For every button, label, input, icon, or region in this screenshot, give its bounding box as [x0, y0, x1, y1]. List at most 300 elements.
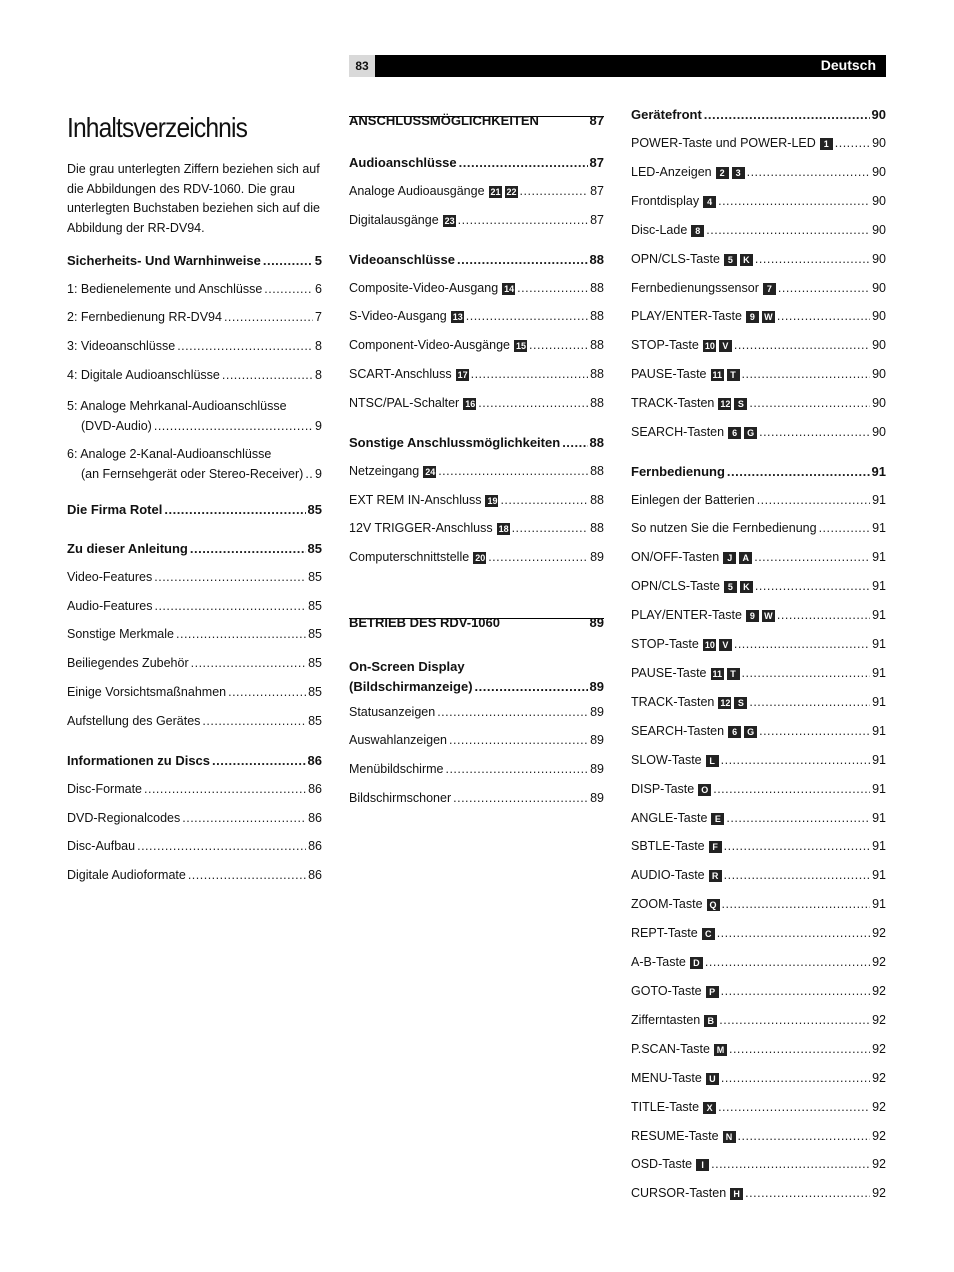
leader-dots	[719, 1013, 870, 1027]
leader-dots	[721, 1071, 870, 1085]
leader-dots	[154, 417, 313, 437]
leader-dots	[305, 465, 313, 485]
reference-badge: G	[744, 726, 757, 738]
toc-entry	[67, 397, 322, 436]
toc-entry-label: Video-Features	[67, 570, 153, 584]
toc-entry-label: TRACK-Tasten	[631, 396, 715, 410]
toc-entry-page: 86	[307, 753, 322, 768]
toc-entry-label: Computerschnittstelle	[349, 550, 470, 564]
leader-dots	[777, 608, 870, 622]
leader-dots	[164, 502, 305, 517]
toc-entry-label: STOP-Taste	[631, 637, 699, 651]
toc-entry-label: Audioanschlüsse	[349, 155, 457, 170]
toc-entry-label: Beiliegendes Zubehör	[67, 656, 189, 670]
reference-badge: H	[730, 1188, 743, 1200]
toc-entry	[349, 762, 604, 776]
leader-dots	[475, 677, 588, 697]
reference-badge: S	[734, 697, 747, 709]
toc-entry-page: 87	[589, 155, 604, 170]
leader-dots	[263, 253, 313, 268]
toc-entry	[631, 396, 886, 410]
toc-entry	[631, 1157, 886, 1171]
toc-entry-label: Analoge Audioausgänge	[349, 184, 485, 198]
leader-dots	[228, 685, 306, 699]
reference-badge: W	[762, 311, 775, 323]
leader-dots	[562, 435, 587, 450]
toc-entry-page: 92	[872, 926, 886, 940]
toc-entry-page: 9	[315, 418, 322, 433]
leader-dots	[212, 753, 306, 768]
reference-badge: E	[711, 813, 724, 825]
leader-dots	[749, 695, 870, 709]
toc-entry-page: 90	[872, 223, 886, 237]
toc-entry-page: 92	[872, 1042, 886, 1056]
toc-entry-page: 89	[590, 791, 604, 805]
leader-dots	[154, 570, 306, 584]
toc-entry-page: 91	[872, 868, 886, 882]
reference-badge: T	[727, 369, 740, 381]
toc-entry	[631, 897, 886, 911]
toc-entry-label: MENU-Taste	[631, 1071, 702, 1085]
leader-dots	[458, 213, 588, 227]
reference-badge: L	[706, 755, 719, 767]
leader-dots	[742, 666, 871, 680]
toc-entry	[631, 955, 886, 969]
toc-entry-label: Die Firma Rotel	[67, 502, 163, 517]
reference-badge: 8	[691, 225, 704, 237]
toc-entry-label: PAUSE-Taste	[631, 666, 707, 680]
toc-entry	[631, 1071, 886, 1085]
toc-entry-label: STOP-Taste	[631, 338, 699, 352]
toc-entry	[631, 1100, 886, 1114]
leader-dots	[759, 724, 870, 738]
leader-dots	[722, 897, 871, 911]
leader-dots	[437, 705, 588, 719]
toc-entry-page: 91	[872, 521, 886, 535]
leader-dots	[222, 368, 313, 382]
toc-entry-page: 8	[315, 368, 322, 382]
toc-entry-page: 89	[589, 615, 604, 630]
leader-dots	[471, 367, 589, 381]
toc-entry-page: 91	[872, 695, 886, 709]
toc-entry-page: 88	[590, 464, 604, 478]
toc-entry-label: DVD-Regionalcodes	[67, 811, 181, 825]
toc-entry-label: Informationen zu Discs	[67, 753, 211, 768]
toc-entry-label: 6: Analoge 2-Kanal-Audioanschlüsse	[67, 447, 272, 461]
toc-entry	[349, 155, 604, 170]
toc-entry-page: 86	[308, 839, 322, 853]
toc-entry	[631, 1042, 886, 1056]
toc-entry	[349, 705, 604, 719]
toc-entry	[631, 309, 886, 323]
toc-entry	[631, 136, 886, 150]
leader-dots	[438, 464, 588, 478]
toc-entry-label: Auswahlanzeigen	[349, 733, 447, 747]
reference-badge: 2	[716, 167, 729, 179]
leader-dots	[734, 637, 870, 651]
reference-badge: W	[762, 610, 775, 622]
toc-entry-label: PAUSE-Taste	[631, 367, 707, 381]
toc-entry	[631, 811, 886, 825]
toc-entry-label: Fernbedienung	[631, 464, 725, 479]
toc-entry	[631, 926, 886, 940]
toc-entry-page: 91	[872, 550, 886, 564]
toc-entry-label-cont: (an Fernsehgerät oder Stereo-Receiver)	[81, 466, 304, 481]
reference-badge: 15	[516, 341, 527, 351]
reference-badge: 21	[490, 187, 501, 197]
toc-entry	[631, 550, 886, 564]
reference-badge: I	[696, 1159, 709, 1171]
toc-section-heading	[349, 113, 604, 128]
toc-entry	[67, 753, 322, 768]
toc-entry	[631, 223, 886, 237]
toc-entry-page: 87	[590, 213, 604, 227]
toc-entry-label: 5: Analoge Mehrkanal-Audioanschlüsse	[67, 399, 287, 413]
reference-badge: 24	[425, 467, 436, 477]
leader-dots	[757, 493, 870, 507]
toc-entry	[67, 839, 322, 853]
toc-entry-page: 91	[872, 782, 886, 796]
toc-entry	[67, 714, 322, 728]
reference-badge: 11	[712, 669, 723, 679]
toc-entry	[349, 550, 604, 564]
toc-entry-label: POWER-Taste und POWER-LED	[631, 136, 816, 150]
toc-entry-page: 85	[307, 502, 322, 517]
reference-badge: C	[702, 928, 715, 940]
toc-entry-label: ZOOM-Taste	[631, 897, 703, 911]
toc-entry-page: 91	[872, 666, 886, 680]
toc-entry	[67, 310, 322, 324]
toc-entry-page: 90	[872, 396, 886, 410]
toc-entry-page: 88	[590, 281, 604, 295]
toc-entry	[631, 1129, 886, 1143]
leader-dots	[453, 791, 588, 805]
reference-badge: 6	[728, 726, 741, 738]
toc-entry-line	[67, 465, 322, 485]
toc-entry	[349, 464, 604, 478]
leader-dots	[721, 753, 870, 767]
toc-entry-label: S-Video-Ausgang	[349, 309, 447, 323]
toc-entry-page: 90	[872, 425, 886, 439]
reference-badge: 6	[728, 427, 741, 439]
toc-entry-label: Fernbedienungssensor	[631, 281, 759, 295]
toc-entry-label: Disc-Lade	[631, 223, 688, 237]
leader-dots	[755, 252, 870, 266]
leader-dots	[520, 184, 589, 198]
toc-entry	[349, 184, 604, 198]
toc-entry-label: So nutzen Sie die Fernbedienung	[631, 521, 817, 535]
toc-column-3	[631, 0, 886, 1272]
toc-entry-page: 86	[308, 811, 322, 825]
reference-badge: 17	[457, 370, 468, 380]
toc-entry-label: Zifferntasten	[631, 1013, 701, 1027]
toc-entry-page: 88	[590, 521, 604, 535]
leader-dots	[191, 656, 306, 670]
leader-dots	[717, 926, 870, 940]
toc-entry	[631, 338, 886, 352]
leader-dots	[738, 1129, 871, 1143]
leader-dots	[177, 339, 313, 353]
page-title: Inhaltsverzeichnis	[67, 112, 248, 143]
toc-entry-page: 90	[871, 107, 886, 122]
toc-entry-page: 90	[872, 194, 886, 208]
toc-entry-page: 85	[308, 599, 322, 613]
toc-entry	[349, 435, 604, 450]
toc-entry-label: REPT-Taste	[631, 926, 698, 940]
toc-entry	[631, 839, 886, 853]
toc-entry-label: BETRIEB DES RDV-1060	[349, 615, 500, 630]
toc-entry-label: LED-Anzeigen	[631, 165, 712, 179]
toc-entry-page: 91	[872, 724, 886, 738]
toc-entry-label: Disc-Aufbau	[67, 839, 136, 853]
reference-badge: K	[740, 254, 753, 266]
reference-badge: P	[706, 986, 719, 998]
toc-entry-page: 92	[872, 1186, 886, 1200]
toc-entry-label: Bildschirmschoner	[349, 791, 452, 805]
toc-entry	[349, 281, 604, 295]
leader-dots	[749, 396, 870, 410]
toc-entry-page: 91	[872, 608, 886, 622]
toc-entry-page: 85	[307, 541, 322, 556]
reference-badge: J	[723, 552, 736, 564]
reference-badge: 13	[452, 312, 463, 322]
toc-entry-page: 90	[872, 367, 886, 381]
toc-entry	[349, 338, 604, 352]
toc-entry-label: On-Screen Display	[349, 659, 465, 674]
toc-entry-label: Component-Video-Ausgänge	[349, 338, 510, 352]
reference-badge: 10	[704, 640, 715, 650]
leader-dots	[488, 550, 588, 564]
leader-dots	[264, 282, 313, 296]
reference-badge: S	[734, 398, 747, 410]
toc-entry-line	[67, 417, 322, 437]
reference-badge: G	[744, 427, 757, 439]
leader-dots	[718, 194, 870, 208]
toc-entry-page: 89	[590, 705, 604, 719]
toc-entry-page: 87	[589, 113, 604, 128]
toc-entry-label: RESUME-Taste	[631, 1129, 719, 1143]
leader-dots	[759, 425, 870, 439]
reference-badge: F	[709, 841, 722, 853]
toc-entry-page: 87	[590, 184, 604, 198]
reference-badge: 5	[724, 581, 737, 593]
toc-entry	[349, 396, 604, 410]
toc-entry	[631, 493, 886, 507]
toc-entry-label: SEARCH-Tasten	[631, 724, 725, 738]
toc-entry-label: TRACK-Tasten	[631, 695, 715, 709]
leader-dots	[747, 165, 870, 179]
toc-entry	[349, 791, 604, 805]
toc-entry-label: PLAY/ENTER-Taste	[631, 309, 742, 323]
intro-text: Die grau unterlegten Ziffern beziehen sich auf die Abbildungen des RDV-1060. Die grau unterlegten Buchstaben beziehen sich auf die Abbildung der RR-DV94.	[67, 162, 320, 235]
toc-entry-label: TITLE-Taste	[631, 1100, 700, 1114]
toc-entry	[67, 445, 322, 484]
toc-entry-label-cont: (Bildschirmanzeige)	[349, 678, 473, 694]
reference-badge: 1	[820, 138, 833, 150]
reference-badge: 4	[703, 196, 716, 208]
toc-entry-label: 1: Bedienelemente und Anschlüsse	[67, 282, 263, 296]
leader-dots	[188, 868, 306, 882]
leader-dots	[706, 223, 870, 237]
toc-entry-page: 7	[315, 310, 322, 324]
toc-entry-label: Composite-Video-Ausgang	[349, 281, 499, 295]
toc-column-2	[349, 0, 604, 1272]
leader-dots	[500, 493, 588, 507]
reference-badge: D	[690, 957, 703, 969]
toc-entry	[631, 1013, 886, 1027]
leader-dots	[445, 762, 588, 776]
toc-entry-label: OPN/CLS-Taste	[631, 252, 720, 266]
toc-entry-label: ANSCHLUSSMÖGLICHKEITEN	[349, 113, 539, 128]
leader-dots	[517, 281, 588, 295]
toc-entry	[631, 724, 886, 738]
toc-entry-page: 88	[590, 338, 604, 352]
toc-entry-label: ON/OFF-Tasten	[631, 550, 720, 564]
leader-dots	[202, 714, 306, 728]
toc-entry	[631, 579, 886, 593]
toc-entry	[67, 339, 322, 353]
reference-badge: 11	[712, 370, 723, 380]
leader-dots	[449, 733, 588, 747]
toc-entry-page: 92	[872, 955, 886, 969]
toc-entry-page: 90	[872, 309, 886, 323]
reference-badge: 23	[444, 216, 455, 226]
reference-badge: O	[698, 784, 711, 796]
reference-badge: 10	[704, 341, 715, 351]
leader-dots	[777, 309, 870, 323]
toc-entry-page: 86	[308, 782, 322, 796]
toc-entry-label: 12V TRIGGER-Anschluss	[349, 521, 493, 535]
toc-entry	[349, 367, 604, 381]
toc-entry-page: 92	[872, 1013, 886, 1027]
toc-entry-page: 85	[308, 714, 322, 728]
toc-entry	[67, 368, 322, 382]
toc-entry	[67, 282, 322, 296]
reference-badge: T	[727, 668, 740, 680]
toc-entry-label: 4: Digitale Audioanschlüsse	[67, 368, 220, 382]
toc-entry-label: A-B-Taste	[631, 955, 686, 969]
reference-badge: 20	[475, 553, 486, 563]
toc-entry-label: AUDIO-Taste	[631, 868, 705, 882]
toc-entry-label: Einige Vorsichtsmaßnahmen	[67, 685, 227, 699]
toc-entry	[631, 637, 886, 651]
toc-entry-label: SBTLE-Taste	[631, 839, 705, 853]
toc-entry	[349, 309, 604, 323]
toc-entry	[67, 502, 322, 517]
toc-entry-page: 85	[308, 627, 322, 641]
toc-entry-page: 85	[308, 656, 322, 670]
toc-entry-label: Zu dieser Anleitung	[67, 541, 188, 556]
reference-badge: 22	[506, 187, 517, 197]
leader-dots	[724, 839, 870, 853]
toc-entry-label: PLAY/ENTER-Taste	[631, 608, 742, 622]
leader-dots	[727, 464, 870, 479]
toc-entry	[67, 627, 322, 641]
toc-entry	[67, 599, 322, 613]
toc-entry-page: 92	[872, 1129, 886, 1143]
language-label: Deutsch	[820, 57, 876, 73]
toc-entry-page: 91	[872, 811, 886, 825]
toc-entry-label: GOTO-Taste	[631, 984, 702, 998]
toc-entry	[67, 656, 322, 670]
toc-column-1	[67, 0, 322, 1272]
page-number: 83	[349, 55, 375, 77]
toc-entry-label: ANGLE-Taste	[631, 811, 708, 825]
leader-dots	[755, 579, 870, 593]
toc-entry-page: 91	[872, 579, 886, 593]
toc-entry-label: Videoanschlüsse	[349, 252, 455, 267]
reference-badge: 12	[720, 698, 731, 708]
toc-entry	[67, 685, 322, 699]
toc-entry	[67, 570, 322, 584]
leader-dots	[726, 811, 870, 825]
reference-badge: 14	[504, 284, 515, 294]
toc-entry	[67, 811, 322, 825]
reference-badge: X	[703, 1102, 716, 1114]
toc-entry-label: Frontdisplay	[631, 194, 700, 208]
toc-entry	[67, 253, 322, 268]
leader-dots	[729, 1042, 870, 1056]
toc-entry	[349, 252, 604, 267]
leader-dots	[734, 338, 870, 352]
reference-badge: 5	[724, 254, 737, 266]
toc-entry-label: SLOW-Taste	[631, 753, 702, 767]
toc-entry-label: Aufstellung des Gerätes	[67, 714, 201, 728]
toc-entry	[631, 868, 886, 882]
toc-entry-page: 91	[872, 493, 886, 507]
toc-entry-label: DISP-Taste	[631, 782, 695, 796]
leader-dots	[819, 521, 871, 535]
toc-entry	[67, 782, 322, 796]
toc-entry	[349, 521, 604, 535]
reference-badge: 9	[746, 610, 759, 622]
leader-dots	[721, 984, 870, 998]
leader-dots	[754, 550, 870, 564]
toc-entry	[631, 666, 886, 680]
leader-dots	[718, 1100, 870, 1114]
toc-entry-label: Menübildschirme	[349, 762, 444, 776]
toc-entry	[349, 657, 604, 696]
leader-dots	[190, 541, 306, 556]
toc-entry-page: 92	[872, 984, 886, 998]
leader-dots	[742, 367, 871, 381]
reference-badge: N	[723, 1131, 736, 1143]
toc-entry-page: 89	[589, 678, 604, 694]
leader-dots	[778, 281, 870, 295]
leader-dots	[457, 252, 588, 267]
toc-entry	[67, 868, 322, 882]
toc-section-heading	[349, 615, 604, 630]
toc-entry-label: Sonstige Merkmale	[67, 627, 174, 641]
toc-entry	[631, 165, 886, 179]
toc-entry	[631, 367, 886, 381]
toc-entry-label: Statusanzeigen	[349, 705, 436, 719]
toc-entry-page: 85	[308, 570, 322, 584]
toc-entry-page: 90	[872, 165, 886, 179]
leader-dots	[144, 782, 306, 796]
toc-entry	[631, 194, 886, 208]
reference-badge: M	[714, 1044, 727, 1056]
toc-entry	[631, 521, 886, 535]
toc-entry-label: CURSOR-Tasten	[631, 1186, 727, 1200]
toc-entry-page: 91	[872, 637, 886, 651]
toc-entry	[631, 107, 886, 122]
leader-dots	[711, 1157, 870, 1171]
leader-dots	[224, 310, 313, 324]
toc-entry	[631, 984, 886, 998]
leader-dots	[182, 811, 306, 825]
toc-entry-label: OPN/CLS-Taste	[631, 579, 720, 593]
